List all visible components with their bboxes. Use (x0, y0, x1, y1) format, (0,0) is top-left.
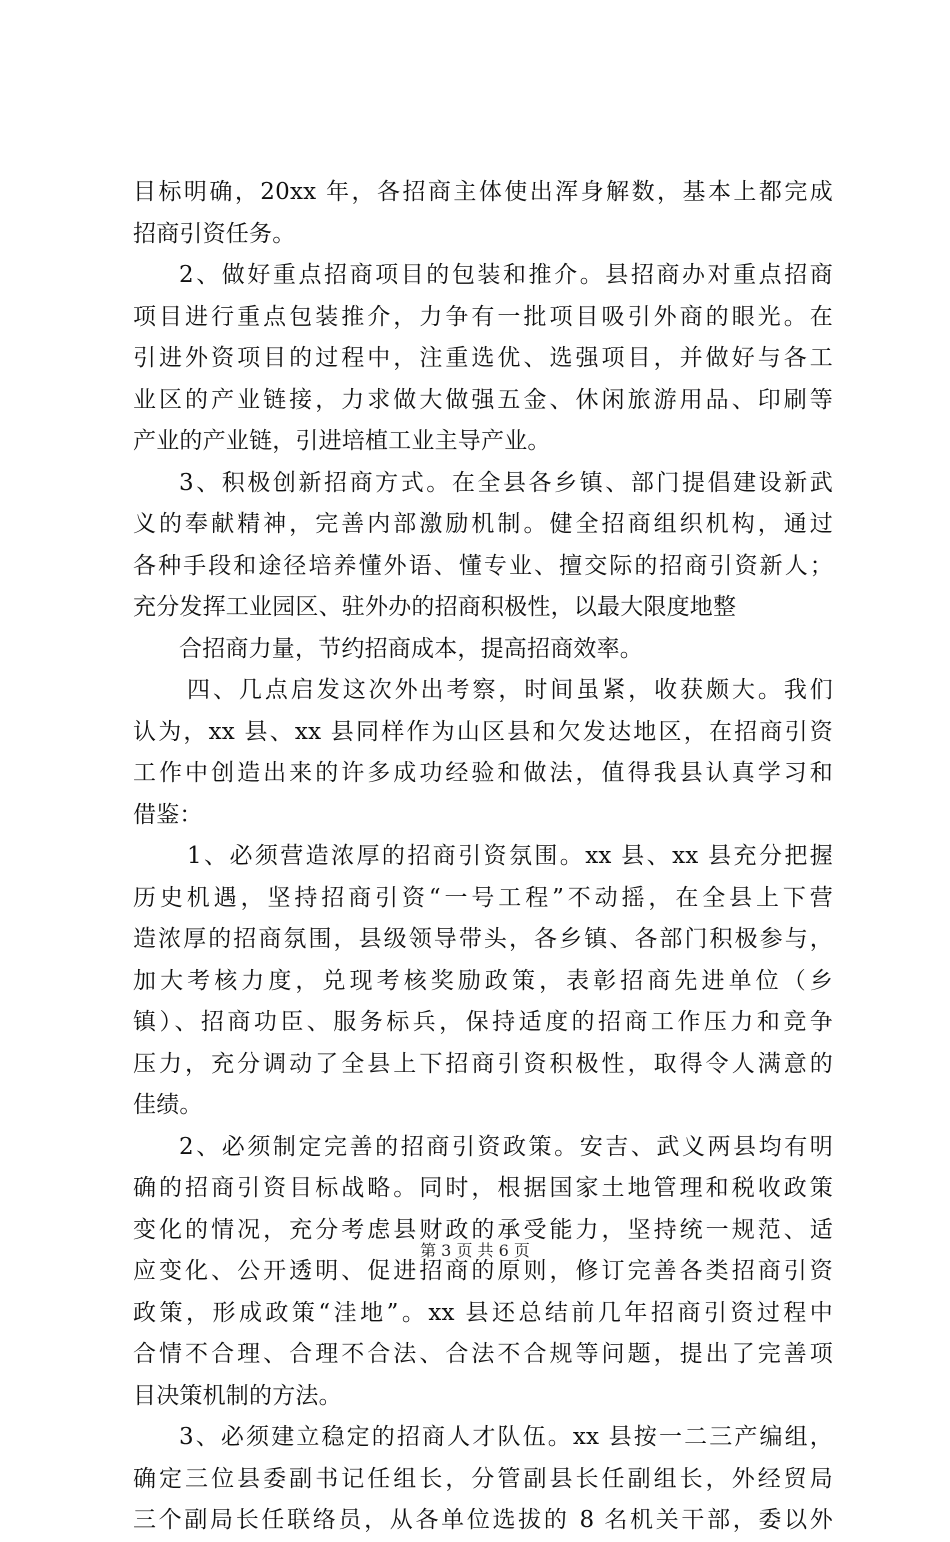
page-number-footer: 第 3 页 共 6 页 (420, 1241, 530, 1260)
text-line: 义的奉献精神，完善内部激励机制。健全招商组织机构，通过 (133, 511, 833, 537)
text-line: 造浓厚的招商氛围，县级领导带头，各乡镇、各部门积极参与， (133, 926, 833, 952)
text-line: 引进外资项目的过程中，注重选优、选强项目，并做好与各工 (133, 345, 833, 371)
text-line: 2、必须制定完善的招商引资政策。安吉、武义两县均有明 (179, 1133, 833, 1160)
text-line: 政策，形成政策“洼地”。xx 县还总结前几年招商引资过程中 (133, 1299, 833, 1326)
text-line: 工作中创造出来的许多成功经验和做法，值得我县认真学习和 (133, 760, 833, 786)
text-line: 确定三位县委副书记任组长，分管副县长任副组长，外经贸局 (133, 1465, 833, 1492)
text-line: 1、必须营造浓厚的招商引资氛围。xx 县、xx 县充分把握 (187, 843, 833, 869)
text-line: 四、几点启发这次外出考察，时间虽紧，收获颇大。我们 (187, 677, 833, 703)
body-text (133, 172, 833, 1542)
text-line: 合情不合理、合理不合法、合法不合规等问题，提出了完善项 (133, 1341, 833, 1367)
text-line: 压力，充分调动了全县上下招商引资积极性，取得令人满意的 (133, 1050, 833, 1077)
text-line: 3、积极创新招商方式。在全县各乡镇、部门提倡建设新武 (179, 469, 833, 496)
text-line: 项目进行重点包装推介，力争有一批项目吸引外商的眼光。在 (133, 303, 833, 330)
text-line: 应变化、公开透明、促进招商的原则，修订完善各类招商引资 (133, 1258, 833, 1284)
text-line: 三个副局长任联络员，从各单位选拔的 8 名机关干部，委以外 (133, 1507, 833, 1533)
text-line: 确的招商引资目标战略。同时，根据国家土地管理和税收政策 (133, 1175, 833, 1201)
text-line: 充分发挥工业园区、驻外办的招商积极性，以最大限度地整 (133, 594, 737, 620)
text-line: 2、做好重点招商项目的包装和推介。县招商办对重点招商 (179, 262, 833, 288)
text-line: 佳绩。 (133, 1092, 203, 1118)
text-line: 目决策机制的方法。 (133, 1382, 342, 1409)
text-line: 认为，xx 县、xx 县同样作为山区县和欠发达地区，在招商引资 (133, 718, 833, 745)
text-line: 招商引资任务。 (133, 220, 296, 247)
text-line: 镇）、招商功臣、服务标兵，保持适度的招商工作压力和竞争 (133, 1009, 833, 1035)
text-line: 合招商力量，节约招商成本，提高招商效率。 (179, 635, 643, 662)
text-line: 3、必须建立稳定的招商人才队伍。xx 县按一二三产编组， (179, 1424, 833, 1450)
text-line: 各种手段和途径培养懂外语、懂专业、擅交际的招商引资新人； (133, 552, 833, 579)
text-line: 历史机遇，坚持招商引资“一号工程”不动摇，在全县上下营 (133, 884, 833, 911)
text-line: 变化的情况，充分考虑县财政的承受能力，坚持统一规范、适 (133, 1216, 833, 1243)
text-line: 借鉴： (133, 801, 203, 828)
text-line: 业区的产业链接，力求做大做强五金、休闲旅游用品、印刷等 (133, 386, 833, 413)
text-line: 目标明确，20xx 年，各招商主体使出浑身解数，基本上都完成 (133, 179, 833, 205)
text-line: 加大考核力度，兑现考核奖励政策，表彰招商先进单位（乡 (133, 967, 833, 994)
text-line: 产业的产业链，引进培植工业主导产业。 (133, 428, 551, 454)
